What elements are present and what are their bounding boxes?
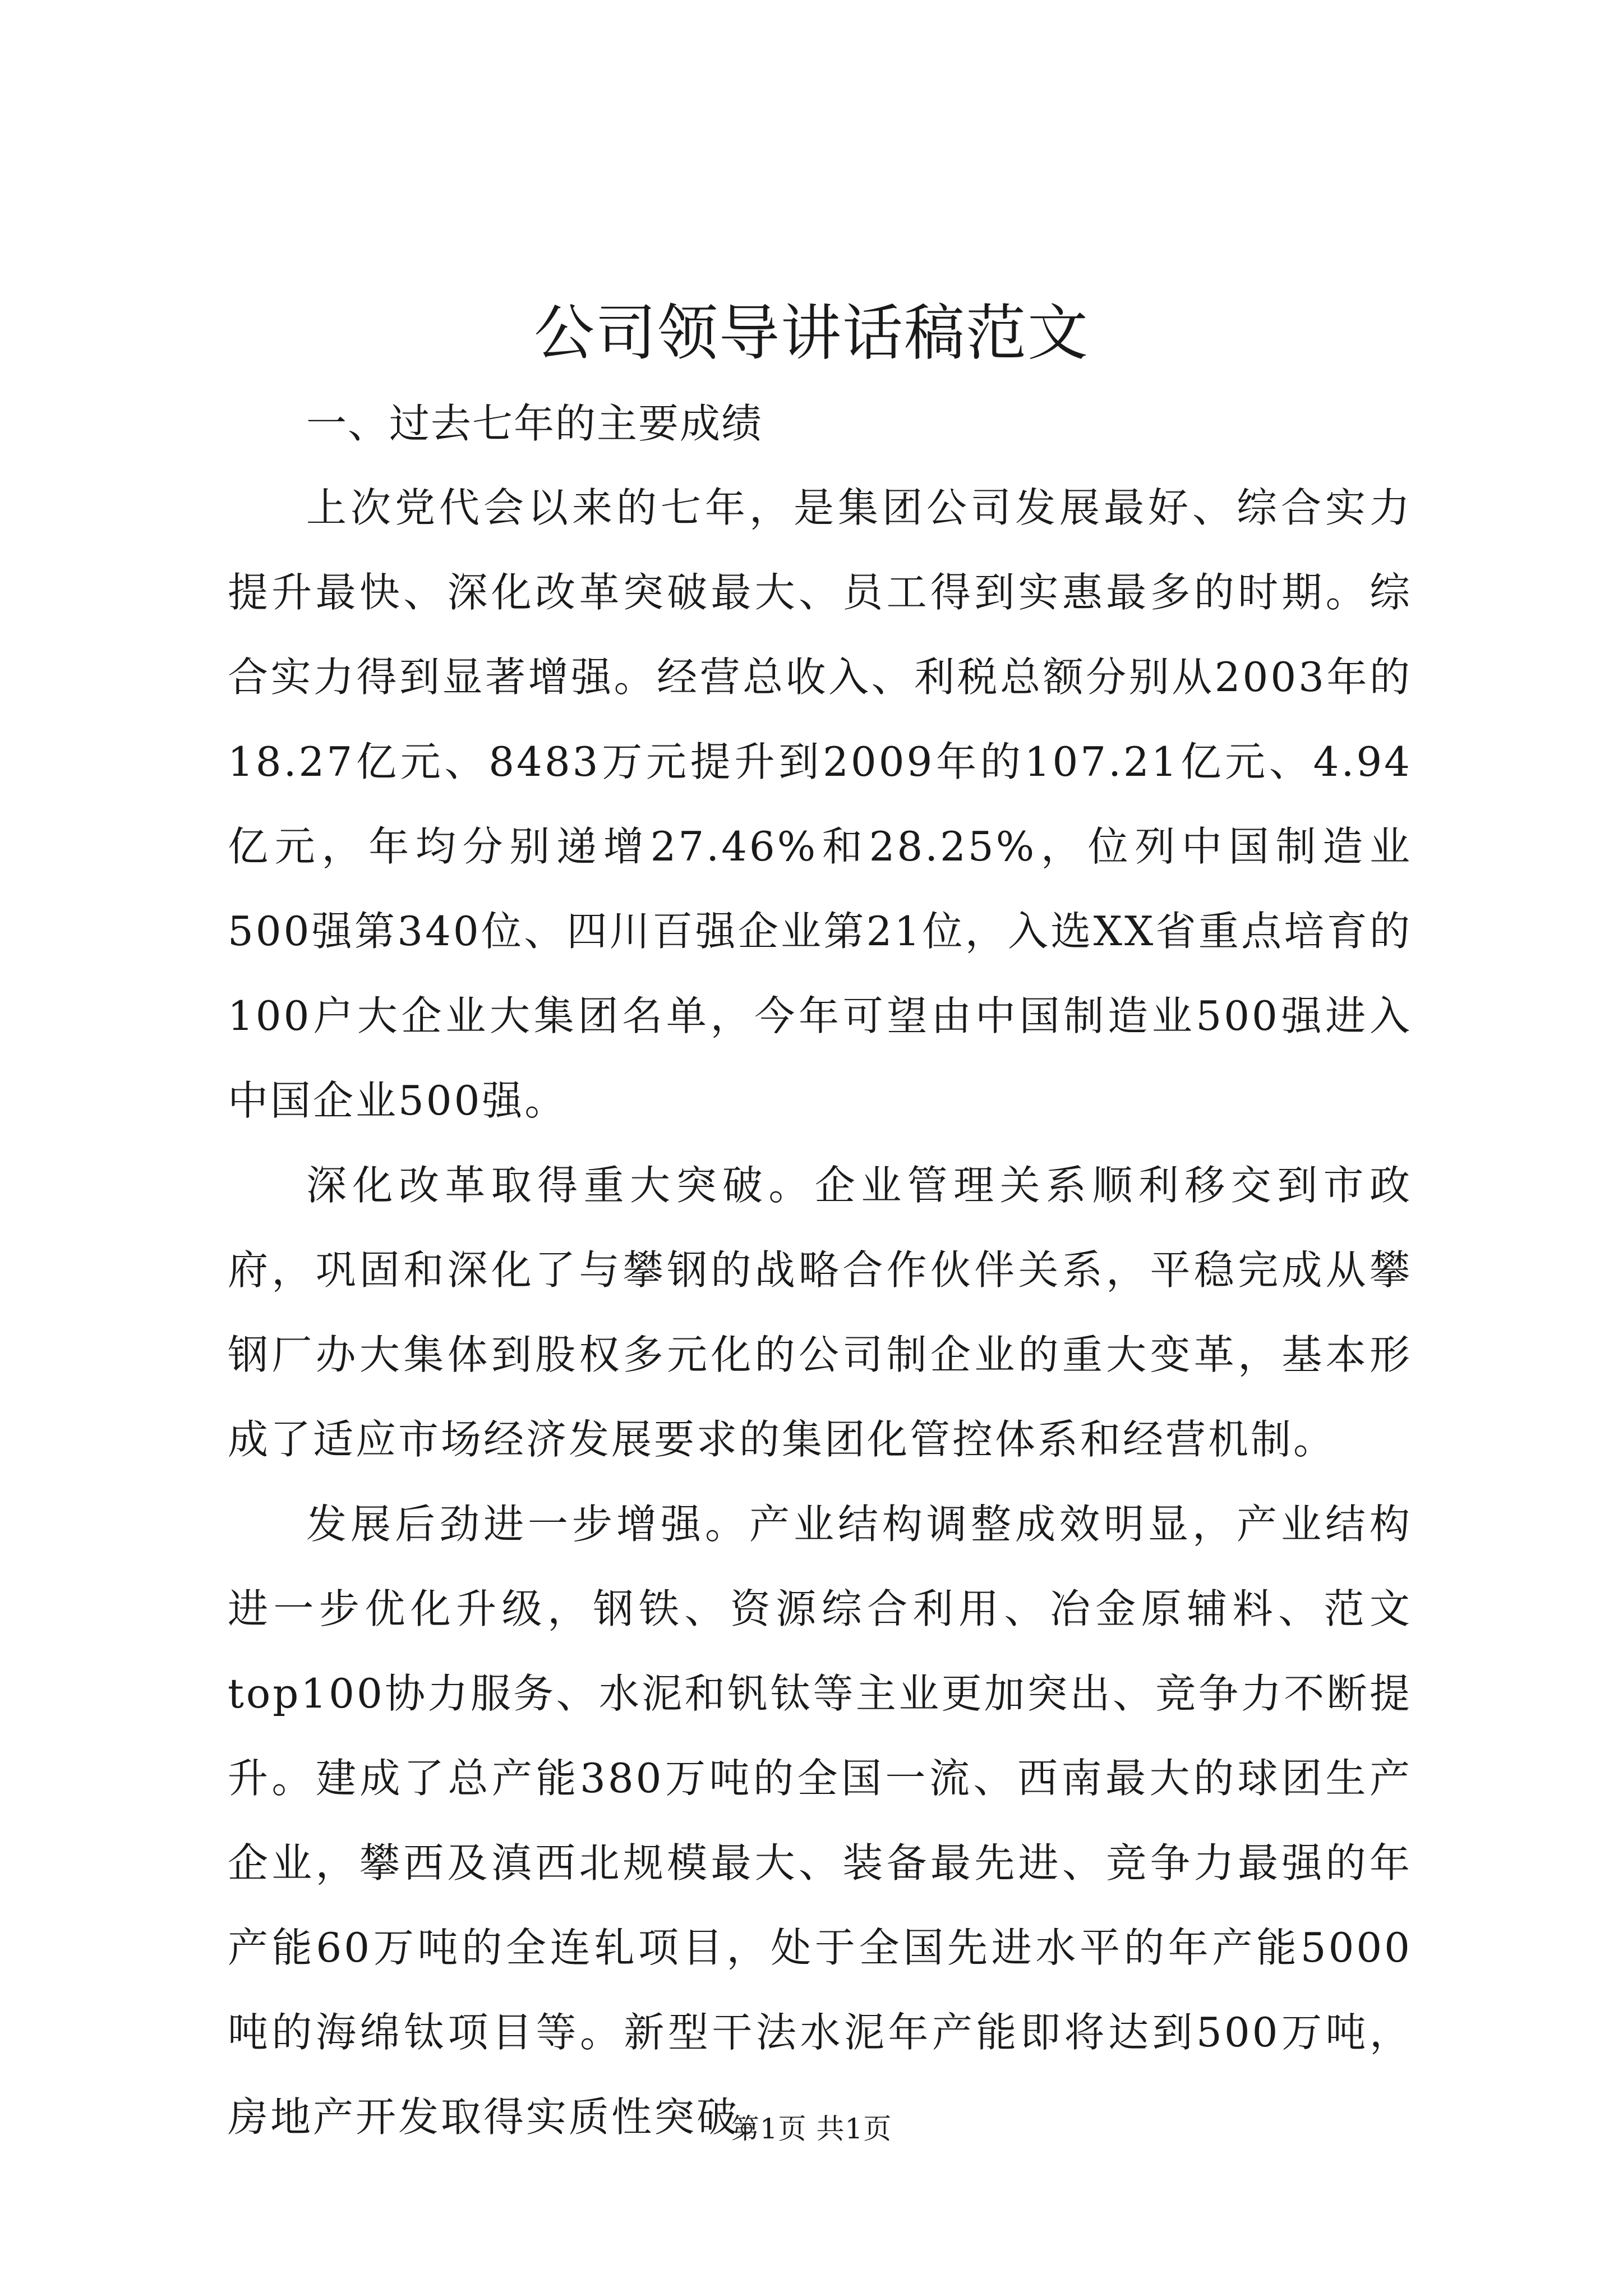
paragraph-reform: 深化改革取得重大突破。企业管理关系顺利移交到市政府，巩固和深化了与攀钢的战略合作伙伴关系，平稳完成从攀钢厂办大集体到股权多元化的公司制企业的重大变革，基本形成了适应市场经济发展要求的集团化管控体系和经营机制。 — [228, 1162, 1412, 1463]
page-footer: 第1页 共1页 — [731, 2113, 892, 2145]
document-body — [228, 381, 1412, 2160]
paragraph-achievements: 上次党代会以来的七年，是集团公司发展最好、综合实力提升最快、深化改革突破最大、员工得到实惠最多的时期。综合实力得到显著增强。经营总收入、利税总额分别从2003年的18.27亿元、8483万元提升到2009年的107.21亿元、4.94亿元，年均分别递增27.46%和28.25%，位列中国制造业500强第340位、四川百强企业第21位，入选XX省重点培育的100户大企业大集团名单，今年可望由中国制造业500强进入中国企业500强。 — [228, 484, 1412, 1124]
paragraph-development: 发展后劲进一步增强。产业结构调整成效明显，产业结构进一步优化升级，钢铁、资源综合利用、冶金原辅料、范文top100协力服务、水泥和钒钛等主业更加突出、竞争力不断提升。建成了总产能380万吨的全国一流、西南最大的球团生产企业，攀西及滇西北规模最大、装备最先进、竞争力最强的年产能60万吨的全连轧项目，处于全国先进水平的年产能5000吨的海绵钛项目等。新型干法水泥年产能即将达到500万吨，房地产开发取得实质性突破。 — [228, 1501, 1412, 2141]
document-title: 公司领导讲话稿范文 — [533, 298, 1089, 369]
section-heading: 一、过去七年的主要成绩 — [306, 400, 763, 447]
